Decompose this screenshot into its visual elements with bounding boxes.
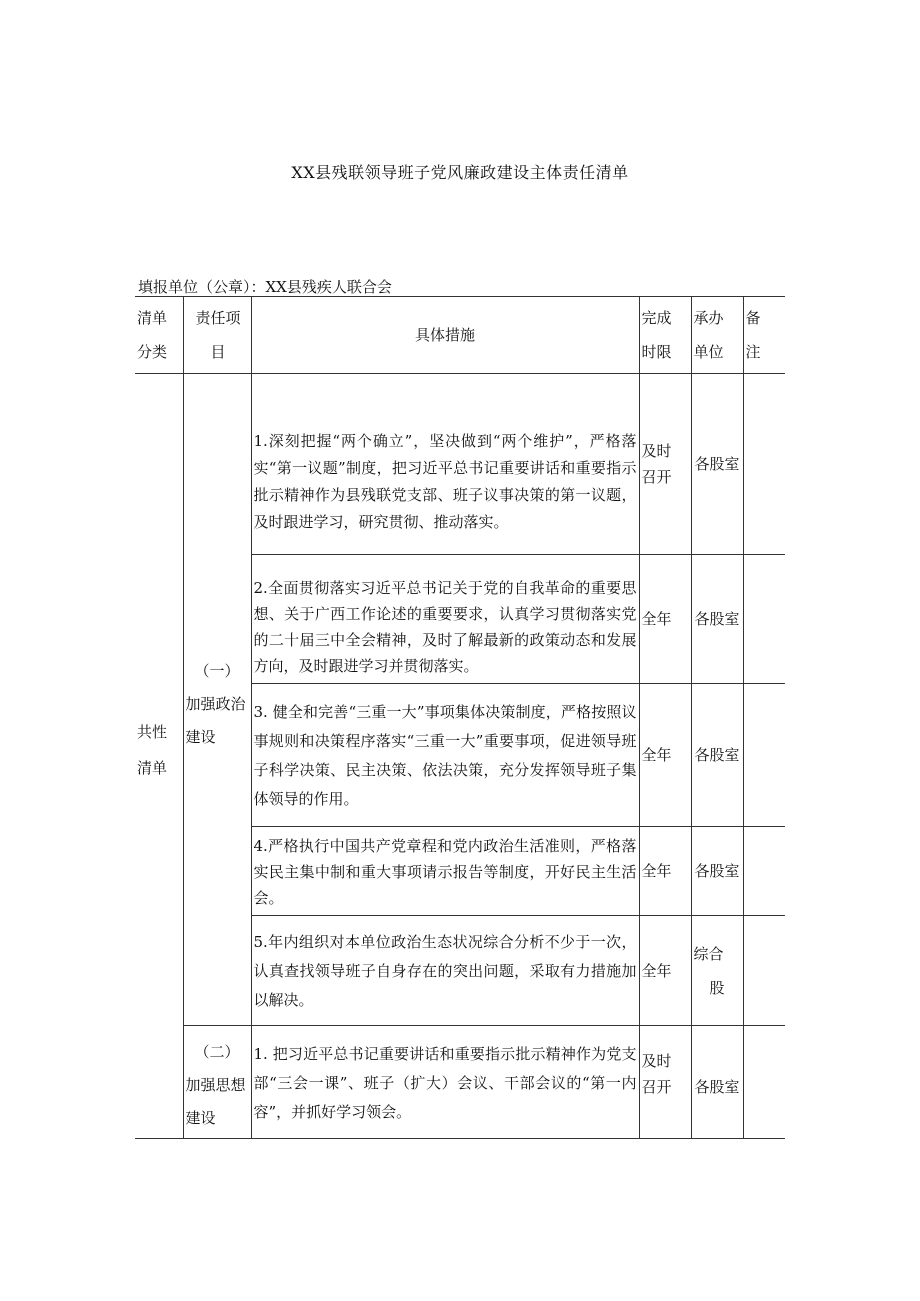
dept-line2: 股 xyxy=(709,978,725,997)
header-project-line2: 目 xyxy=(210,343,226,361)
dept-line1: 各股室 xyxy=(694,746,740,764)
header-note-line2: 注 xyxy=(745,343,761,361)
dept-line1: 各股室 xyxy=(694,862,740,880)
measure-cell: 5.年内组织对本单位政治生态状况综合分析不少于一次，认真查找领导班子自身存在的突出问题，采取有力措施加以解决。 xyxy=(251,916,639,1026)
project-1-line2: 加强政治 xyxy=(185,695,246,713)
note-cell xyxy=(743,555,785,684)
header-measures: 具体措施 xyxy=(251,297,639,374)
header-note-line1: 备 xyxy=(745,309,761,327)
deadline-cell xyxy=(639,374,691,555)
deadline-line1: 及时 xyxy=(641,442,672,460)
dept-line1: 综合 xyxy=(693,944,724,963)
dept-cell xyxy=(691,684,743,827)
header-deadline xyxy=(639,297,691,374)
measure-cell: 1.深刻把握“两个确立”，坚决做到“两个维护”，严格落实“第一议题”制度，把习近平总书记重要讲话和重要指示批示精神作为县残联党支部、班子议事决策的第一议题，及时跟进学习，研究贯彻、推动落实。 xyxy=(251,374,639,555)
deadline-line1: 全年 xyxy=(641,862,672,880)
deadline-line2: 召开 xyxy=(641,468,672,486)
project-1-line1: （一） xyxy=(194,662,240,680)
deadline-line1: 全年 xyxy=(641,961,672,980)
deadline-line1: 全年 xyxy=(641,746,672,764)
table-row xyxy=(135,1026,785,1139)
note-cell xyxy=(743,916,785,1026)
page-title: XX县残联领导班子党风廉政建设主体责任清单 xyxy=(291,163,629,182)
deadline-line2: 召开 xyxy=(641,1078,672,1096)
dept-cell xyxy=(691,827,743,916)
header-category xyxy=(135,297,183,374)
category-cell xyxy=(135,374,183,1139)
category-line1: 共性 xyxy=(137,723,168,741)
deadline-line1: 全年 xyxy=(641,610,672,628)
project-1-line3: 建设 xyxy=(185,728,216,746)
deadline-cell xyxy=(639,684,691,827)
project-2-line2: 加强思想 xyxy=(185,1076,246,1094)
header-dept-line1: 承办 xyxy=(693,309,724,327)
dept-line1: 各股室 xyxy=(694,1078,740,1096)
header-project xyxy=(183,297,251,374)
project-cell-1 xyxy=(183,374,251,1026)
measure-cell: 3. 健全和完善“三重一大”事项集体决策制度，严格按照议事规则和决策程序落实“三重一大”重要事项，促进领导班子科学决策、民主决策、依法决策，充分发挥领导班子集体领导的作用。 xyxy=(251,684,639,827)
header-deadline-line2: 时限 xyxy=(641,343,672,361)
header-project-line1: 责任项 xyxy=(195,309,241,327)
deadline-cell xyxy=(639,1026,691,1139)
deadline-cell xyxy=(639,555,691,684)
project-cell-2 xyxy=(183,1026,251,1139)
note-cell xyxy=(743,1026,785,1139)
deadline-cell xyxy=(639,827,691,916)
measure-cell: 2.全面贯彻落实习近平总书记关于党的自我革命的重要思想、关于广西工作论述的重要要求，认真学习贯彻落实党的二十届三中全会精神，及时了解最新的政策动态和发展方向，及时跟进学习并贯彻落实。 xyxy=(251,555,639,684)
header-category-line1: 清单 xyxy=(137,309,168,327)
header-note xyxy=(743,297,785,374)
header-dept-line2: 单位 xyxy=(693,343,724,361)
header-row xyxy=(135,297,785,374)
category-line2: 清单 xyxy=(137,759,168,777)
dept-line1: 各股室 xyxy=(694,610,740,628)
header-category-line2: 分类 xyxy=(137,343,168,361)
deadline-line1: 及时 xyxy=(641,1052,672,1070)
dept-line1: 各股室 xyxy=(694,455,740,473)
reporting-unit: 填报单位（公章）：XX县残疾人联合会 xyxy=(138,278,392,296)
dept-cell xyxy=(691,555,743,684)
measure-cell: 1. 把习近平总书记重要讲话和重要指示批示精神作为党支部“三会一课”、班子（扩大）会议、干部会议的“第一内容”，并抓好学习领会。 xyxy=(251,1026,639,1139)
note-cell xyxy=(743,684,785,827)
dept-cell xyxy=(691,916,743,1026)
deadline-cell xyxy=(639,916,691,1026)
project-2-line1: （二） xyxy=(194,1043,240,1061)
project-2-line3: 建设 xyxy=(185,1109,216,1127)
dept-cell xyxy=(691,1026,743,1139)
dept-cell xyxy=(691,374,743,555)
table-row xyxy=(135,374,785,555)
responsibility-table xyxy=(135,296,785,1139)
note-cell xyxy=(743,827,785,916)
note-cell xyxy=(743,374,785,555)
measure-cell: 4.严格执行中国共产党章程和党内政治生活准则，严格落实民主集中制和重大事项请示报告等制度，开好民主生活会。 xyxy=(251,827,639,916)
header-deadline-line1: 完成 xyxy=(641,309,672,327)
header-dept xyxy=(691,297,743,374)
